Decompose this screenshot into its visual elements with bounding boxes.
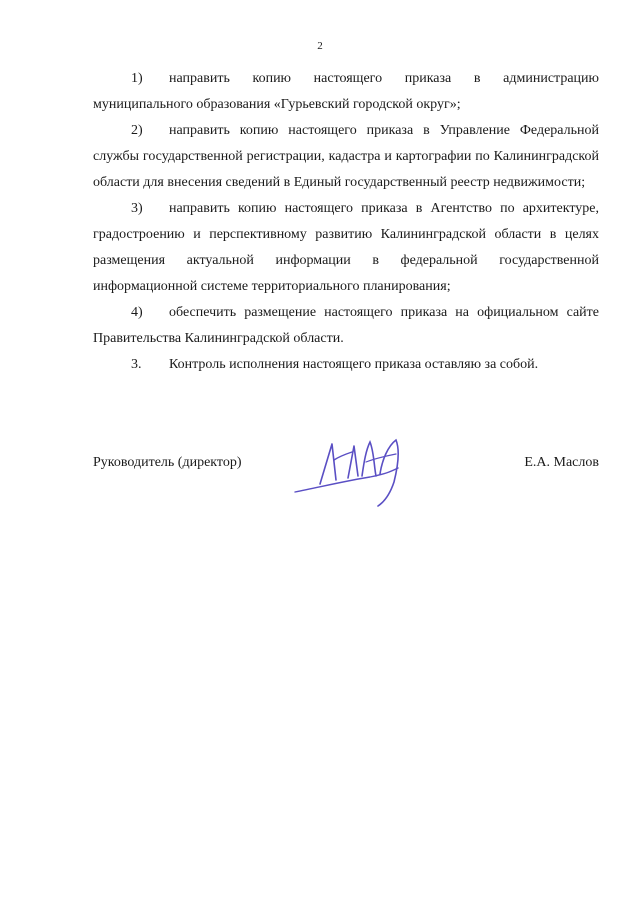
signature-block — [93, 455, 599, 485]
clause-text: Контроль исполнения настоящего приказа оставляю за собой. — [169, 357, 539, 372]
list-item-number: 2) — [131, 123, 143, 138]
list-item-text: направить копию настоящего приказа в Управление Федеральной службы государственной регистрации, кадастра и картографии по Калининградской области для внесения сведений в Единый государственный реестр недвижимости; — [93, 123, 599, 190]
list-item-2 — [93, 118, 599, 196]
signatory-position: Руководитель (директор) — [93, 455, 242, 470]
list-item-number: 4) — [131, 305, 143, 320]
clause-3 — [93, 352, 599, 378]
signatory-name: Е.А. Маслов — [524, 455, 599, 470]
list-item-1 — [93, 66, 599, 118]
page-number: 2 — [317, 40, 323, 52]
list-item-3 — [93, 196, 599, 300]
order-body — [93, 66, 599, 378]
list-item-number: 3) — [131, 201, 143, 216]
list-item-text: направить копию настоящего приказа в администрацию муниципального образования «Гурьевский городской округ»; — [93, 71, 599, 112]
list-item-number: 1) — [131, 71, 143, 86]
list-item-text: обеспечить размещение настоящего приказа на официальном сайте Правительства Калининградской области. — [93, 305, 599, 346]
list-item-text: направить копию настоящего приказа в Агентство по архитектуре, градостроению и перспективному развитию Калининградской области в целях размещения актуальной информации в федеральной государственной информационной системе территориального планирования; — [93, 201, 599, 294]
clause-number: 3. — [131, 357, 142, 372]
list-item-4 — [93, 300, 599, 352]
